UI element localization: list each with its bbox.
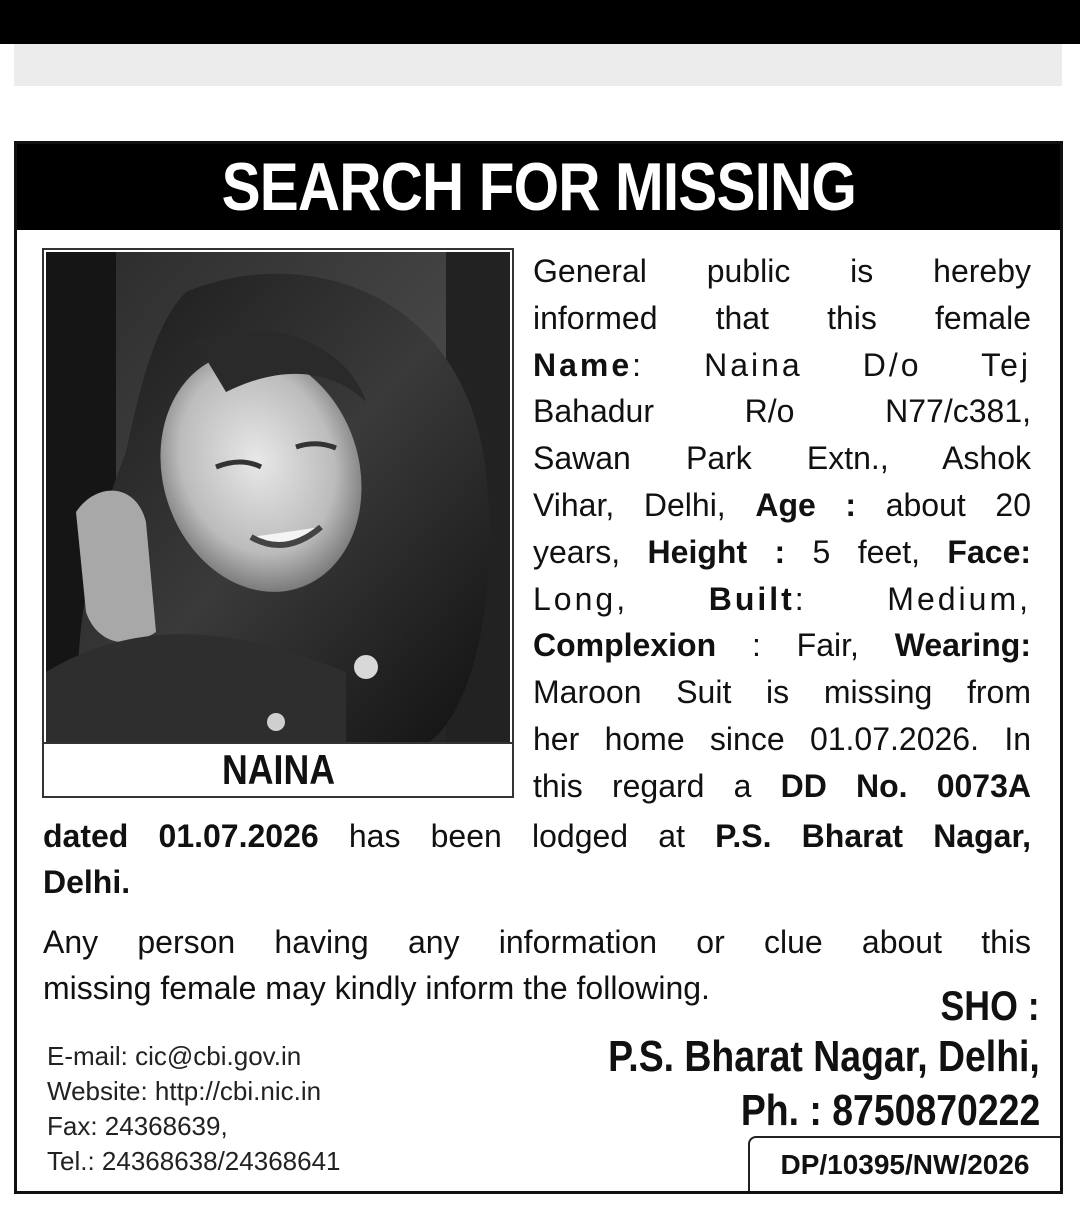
photo-image bbox=[46, 252, 510, 744]
desc-line: dated 01.07.2026 has been lodged at P.S. Bharat Nagar, bbox=[43, 818, 1032, 854]
description-right bbox=[533, 248, 1031, 810]
desc-line: General public is hereby bbox=[533, 253, 1031, 289]
notice-title: SEARCH FOR MISSING bbox=[221, 149, 856, 225]
desc-line: this regard a DD No. 0073A bbox=[533, 767, 1032, 804]
contact-tel: Tel.: 24368638/24368641 bbox=[47, 1146, 341, 1176]
desc-line: Maroon Suit is missing from bbox=[533, 674, 1031, 711]
missing-notice bbox=[14, 141, 1063, 1194]
description-full bbox=[43, 813, 1031, 905]
missing-person-photo bbox=[46, 252, 510, 744]
grey-band bbox=[14, 44, 1062, 86]
desc-line: Name: Naina D/o Tej bbox=[533, 346, 1031, 383]
desc-line: Delhi. bbox=[43, 864, 131, 900]
contact-email: E-mail: cic@cbi.gov.in bbox=[47, 1041, 302, 1071]
appeal-line: missing female may kindly inform the following. bbox=[43, 970, 710, 1006]
desc-line: Complexion : Fair, Wearing: bbox=[533, 627, 1031, 664]
contact-phone: Ph. : 8750870222 bbox=[740, 1086, 1040, 1135]
contact-website: Website: http://cbi.nic.in bbox=[47, 1076, 322, 1106]
contact-details bbox=[47, 1039, 341, 1179]
desc-line: informed that this female bbox=[533, 299, 1031, 336]
police-station: P.S. Bharat Nagar, Delhi, bbox=[608, 1032, 1040, 1081]
photo-box bbox=[42, 248, 514, 798]
desc-line: Bahadur R/o N77/c381, bbox=[533, 393, 1031, 430]
desc-line: her home since 01.07.2026. In bbox=[533, 720, 1031, 757]
appeal-text bbox=[43, 919, 1031, 1011]
desc-line: Vihar, Delhi, Age : about 20 bbox=[533, 486, 1032, 523]
desc-line: Sawan Park Extn., Ashok bbox=[533, 440, 1031, 477]
photo-caption: NAINA bbox=[44, 742, 512, 796]
sho-label: SHO : bbox=[940, 982, 1040, 1029]
desc-line: years, Height : 5 feet, Face: bbox=[533, 533, 1032, 570]
desc-line: Long, Built: Medium, bbox=[533, 580, 1032, 617]
appeal-line: Any person having any information or clue about this bbox=[43, 924, 1031, 960]
header-band bbox=[17, 144, 1060, 230]
top-bar bbox=[0, 0, 1080, 44]
reference-number: DP/10395/NW/2026 bbox=[748, 1136, 1063, 1194]
contact-fax: Fax: 24368639, bbox=[47, 1111, 228, 1141]
